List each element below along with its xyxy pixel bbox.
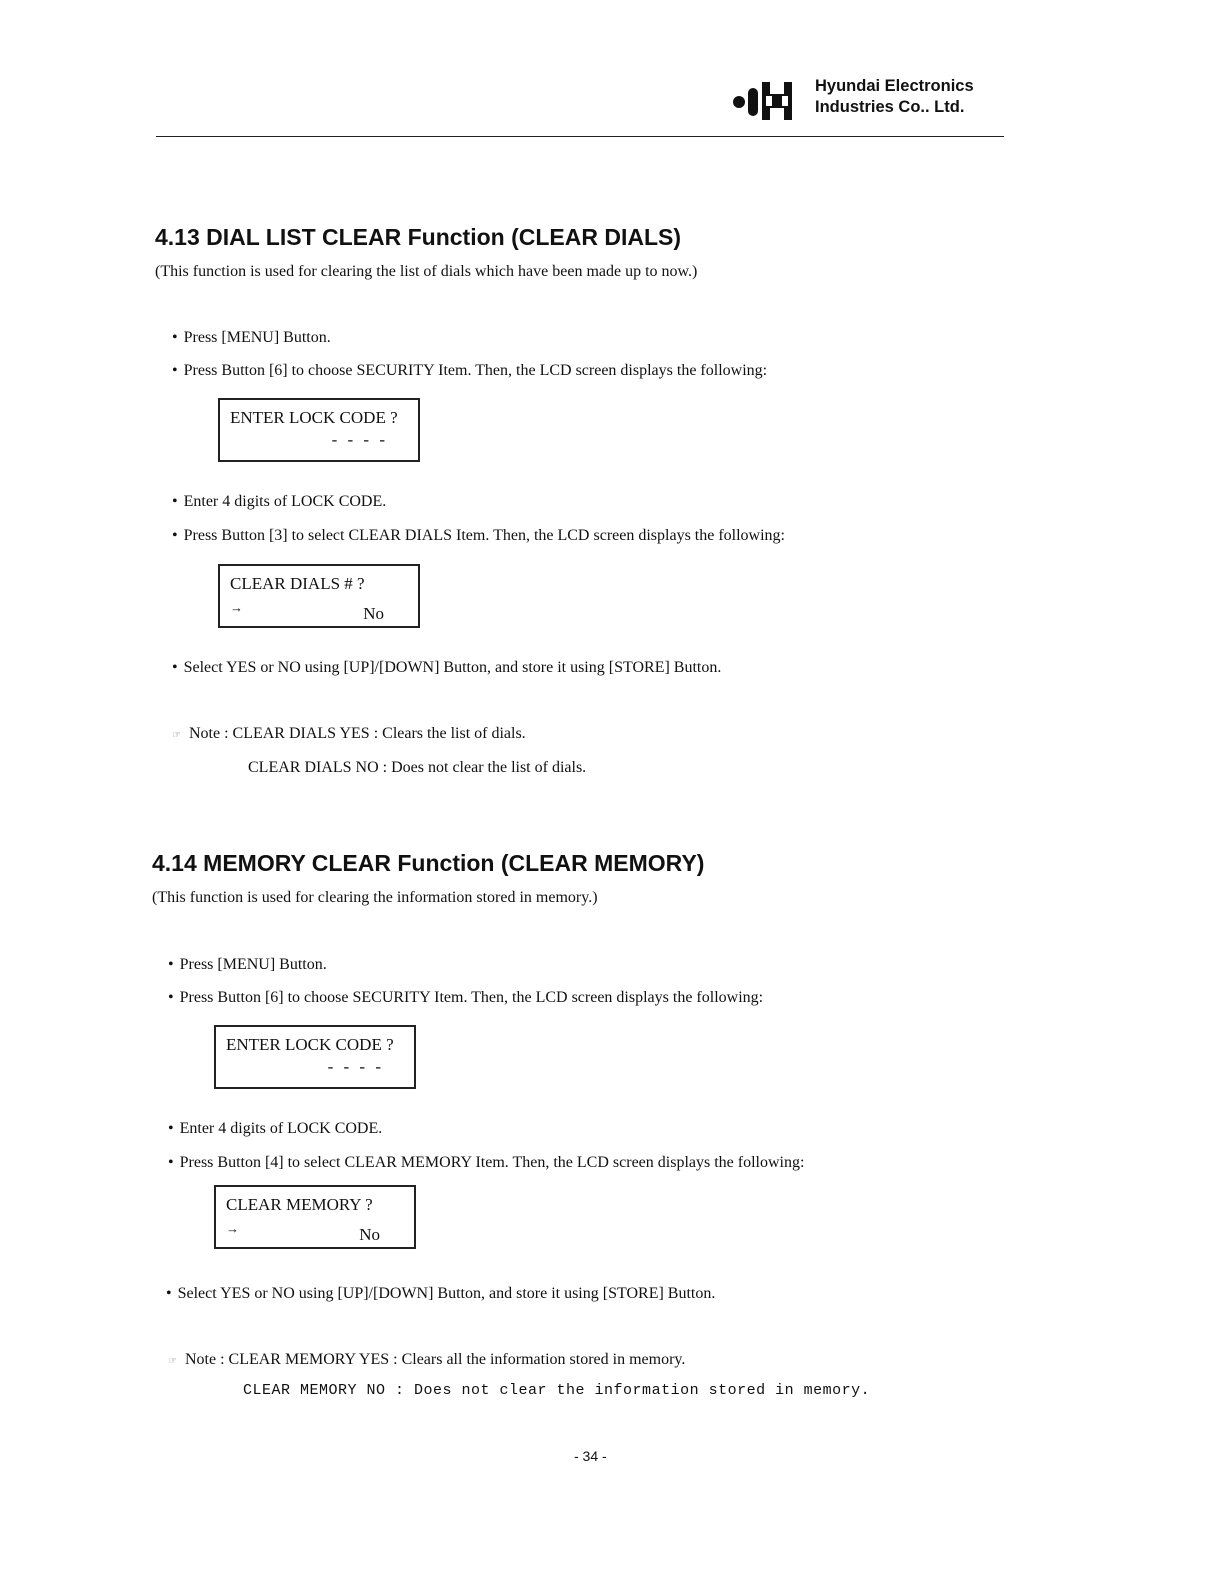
lcd-line-1: CLEAR MEMORY ? [226,1195,373,1214]
hyundai-logo-icon [732,80,804,122]
lcd-value: No [359,1225,380,1244]
step-choose-security: • Press Button [6] to choose SECURITY Item. Then, the LCD screen displays the following: [172,362,768,379]
note-4-13 [172,725,526,743]
lcd-enter-lock-code [214,1025,416,1089]
step-text: Press Button [4] to select CLEAR MEMORY Item. Then, the LCD screen displays the following: [179,1154,805,1171]
lcd-value: No [363,604,384,623]
company-name-line2: Industries Co.. Ltd. [815,98,965,116]
header-rule [156,136,1004,137]
company-name [815,76,974,118]
note-line-1: Note : CLEAR DIALS YES : Clears the list of dials. [188,725,526,742]
step-select-yes-no: • Select YES or NO using [UP]/[DOWN] Button, and store it using [STORE] Button. [166,1285,716,1302]
lcd-line-1: ENTER LOCK CODE ? [230,408,398,427]
lcd-line-1: CLEAR DIALS # ? [230,574,365,593]
arrow-right-icon: → [226,1221,239,1236]
lcd-clear-memory [214,1185,416,1249]
note-line-2: CLEAR DIALS NO : Does not clear the list of dials. [248,759,587,776]
step-text: Select YES or NO using [UP]/[DOWN] Button, and store it using [STORE] Button. [183,659,722,676]
step-text: Enter 4 digits of LOCK CODE. [179,1120,383,1137]
section-title-4-14: 4.14 MEMORY CLEAR Function (CLEAR MEMORY) [152,850,705,876]
note-line-1: Note : CLEAR MEMORY YES : Clears all the information stored in memory. [184,1351,686,1368]
step-choose-security: • Press Button [6] to choose SECURITY Item. Then, the LCD screen displays the following: [168,989,764,1006]
step-text: Press Button [6] to choose SECURITY Item. Then, the LCD screen displays the following: [183,362,768,379]
step-text: Press Button [3] to select CLEAR DIALS Item. Then, the LCD screen displays the following: [183,527,785,544]
step-press-menu: • Press [MENU] Button. [172,329,331,346]
note-mark-icon: ☞ [172,730,181,741]
step-enter-digits: • Enter 4 digits of LOCK CODE. [172,493,387,510]
note-line-2: CLEAR MEMORY NO : Does not clear the information stored in memory. [243,1382,871,1399]
company-name-line1: Hyundai Electronics [815,77,974,95]
step-select-yes-no: • Select YES or NO using [UP]/[DOWN] Button, and store it using [STORE] Button. [172,659,722,676]
note-4-14 [168,1351,685,1369]
step-text: Press [MENU] Button. [183,329,331,346]
step-text: Enter 4 digits of LOCK CODE. [183,493,387,510]
arrow-right-icon: → [230,600,243,615]
step-press-menu: • Press [MENU] Button. [168,956,327,973]
step-text: Press Button [6] to choose SECURITY Item. Then, the LCD screen displays the following: [179,989,764,1006]
lcd-line-1: ENTER LOCK CODE ? [226,1035,394,1054]
step-text: Press [MENU] Button. [179,956,327,973]
lcd-line-2: - - - - [327,1057,384,1076]
step-enter-digits: • Enter 4 digits of LOCK CODE. [168,1120,383,1137]
lcd-enter-lock-code [218,398,420,462]
step-text: Select YES or NO using [UP]/[DOWN] Button, and store it using [STORE] Button. [177,1285,716,1302]
section-title-4-13: 4.13 DIAL LIST CLEAR Function (CLEAR DIALS) [155,224,682,250]
lcd-line-2: - - - - [331,430,388,449]
step-select-clear-dials: • Press Button [3] to select CLEAR DIALS Item. Then, the LCD screen displays the following: [172,527,785,544]
section-intro-4-14: (This function is used for clearing the information stored in memory.) [152,889,598,906]
section-intro-4-13: (This function is used for clearing the list of dials which have been made up to now.) [155,263,698,280]
step-select-clear-memory: • Press Button [4] to select CLEAR MEMORY Item. Then, the LCD screen displays the following: [168,1154,805,1171]
note-mark-icon: ☞ [168,1356,177,1367]
lcd-clear-dials [218,564,420,628]
page-number: - 34 - [574,1448,607,1464]
